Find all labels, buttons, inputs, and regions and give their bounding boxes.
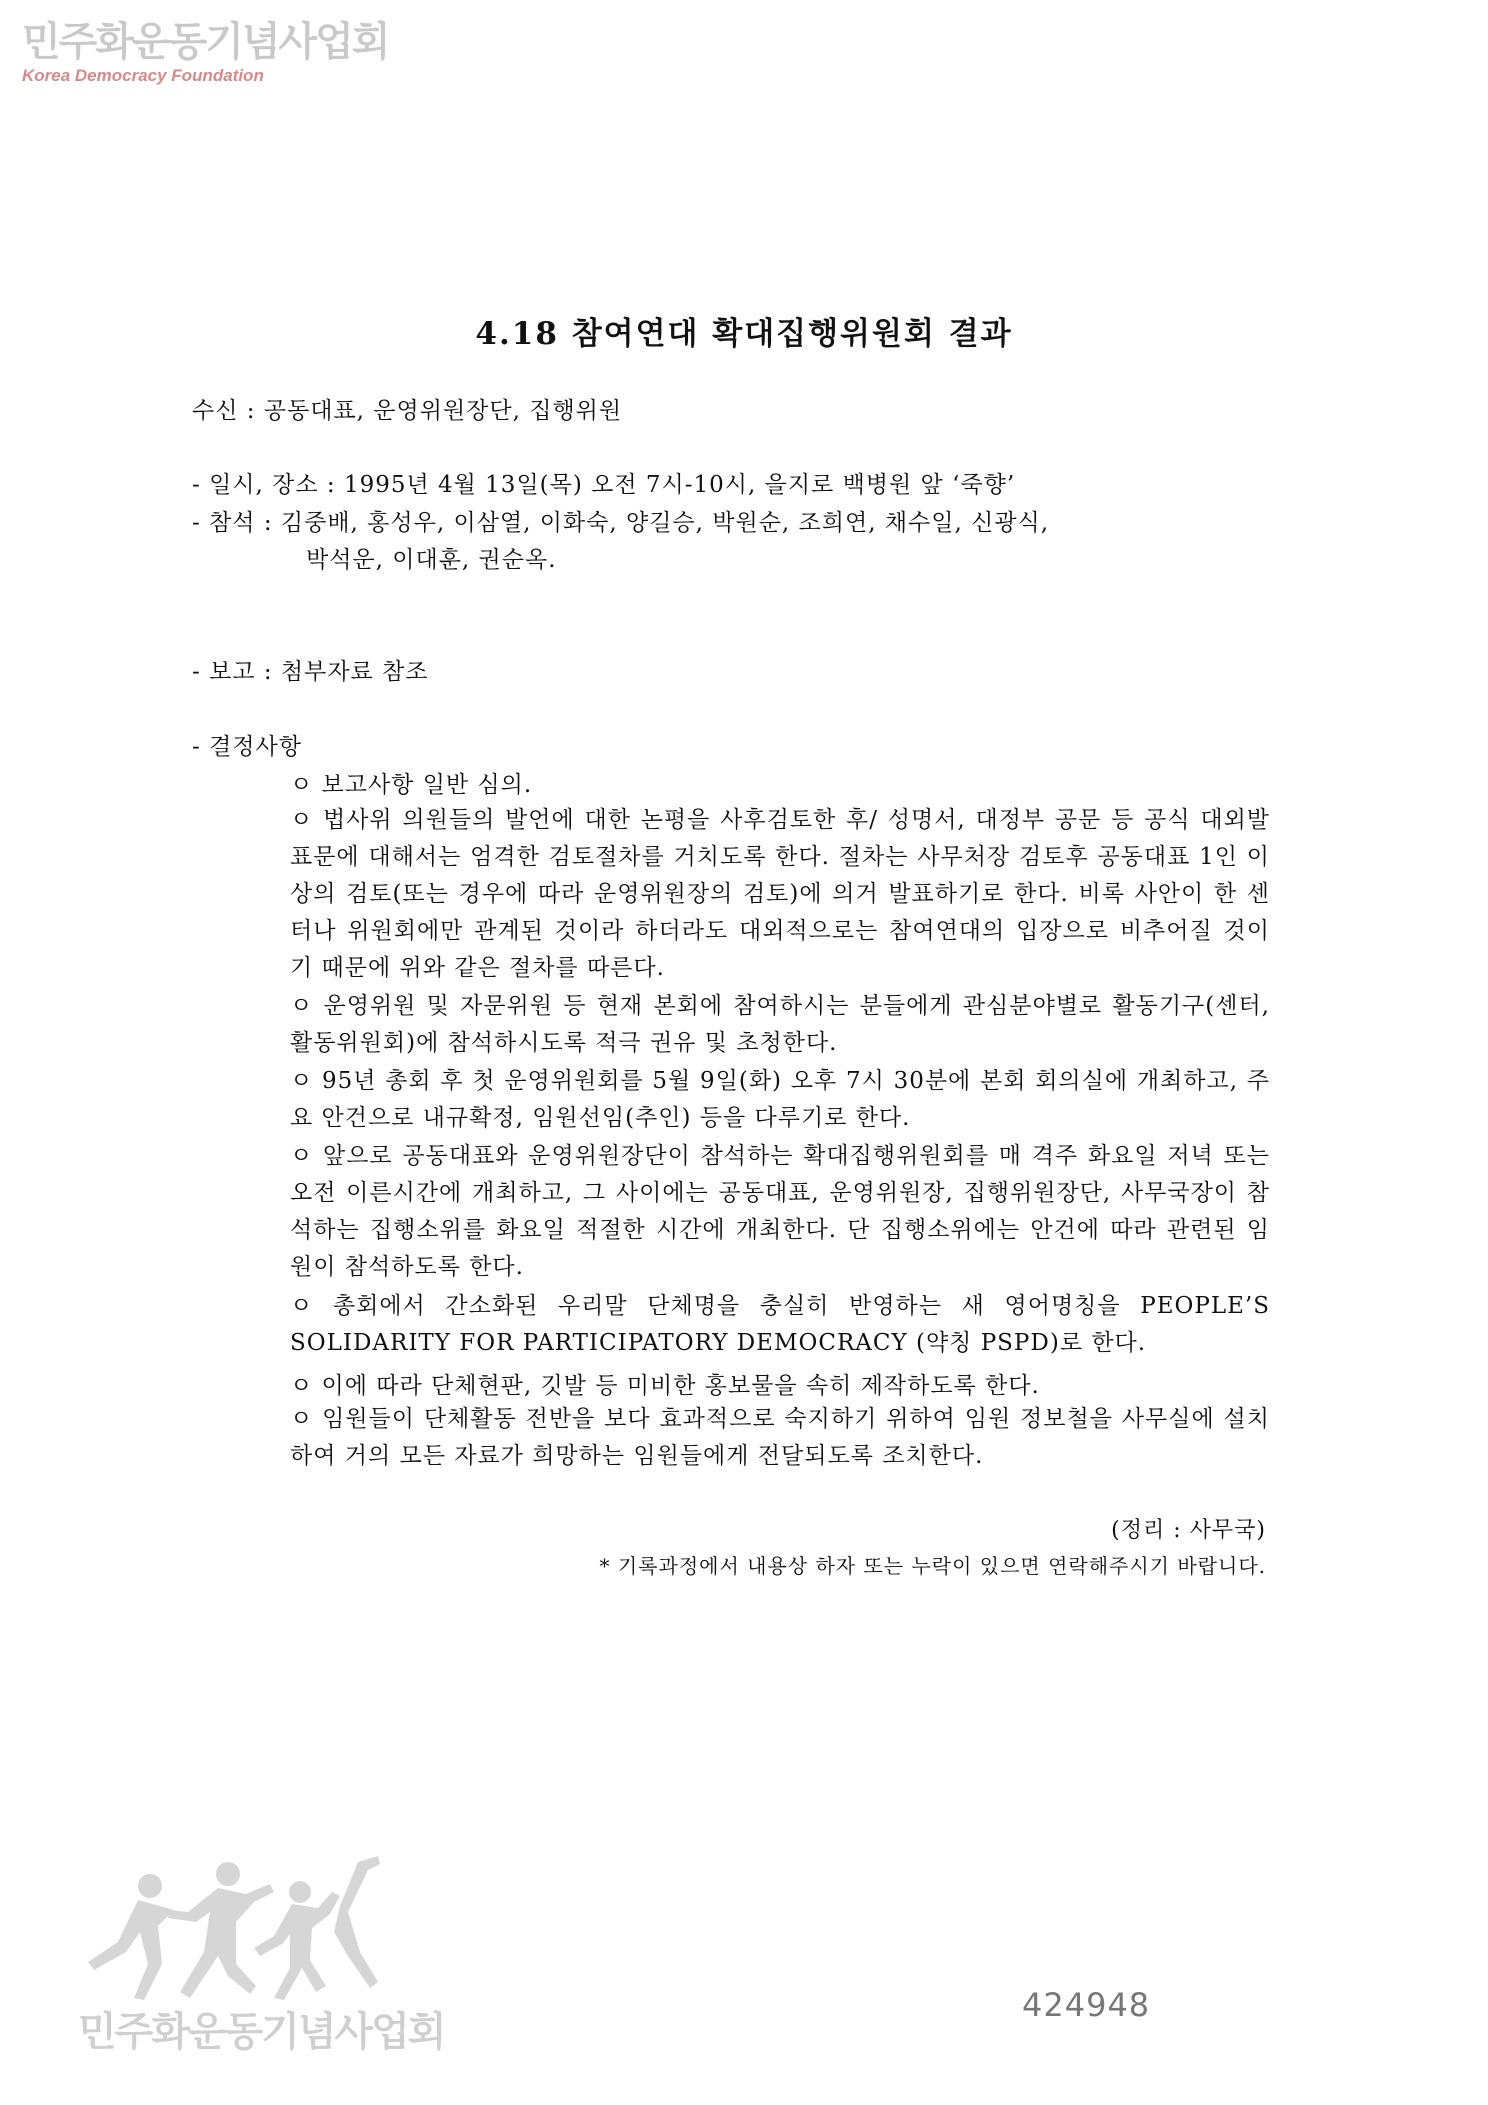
decision-item <box>184 1401 1270 1475</box>
decision-text: ㅇ 앞으로 공동대표와 운영위원장단이 참석하는 확대집행위원회를 매 격주 화요일 저녁 또는 오전 이른시간에 개최하고, 그 사이에는 공동대표, 운영위원장, 집행위원장단, 사무국장이 참석하는 집행소위를 화요일 적절한 시간에 개최한다. 단 집행소위에는 안건에 따라 관련된 임원이 참석하도록 한다. <box>290 1143 1270 1280</box>
decision-text: ㅇ 95년 총회 후 첫 운영위원회를 5월 9일(화) 오후 7시 30분에 본회 회의실에 개최하고, 주요 안건으로 내규확정, 임원선임(추인) 등을 다루기로 한다. <box>290 1068 1270 1131</box>
decision-text: ㅇ 법사위 의원들의 발언에 대한 논평을 사후검토한 후/ 성명서, 대정부 공문 등 공식 대외발표문에 대해서는 엄격한 검토절차를 거치도록 한다. 절차는 사무처장 검토후 공동대표 1인 이상의 검토(또는 경우에 따라 운영위원장의 검토)에 의거 발표하기로 한다. 비록 사안이 한 센터나 위원회에만 관계된 것이라 하더라도 대외적으로는 참여연대의 입장으로 비추어질 것이기 때문에 위와 같은 절차를 따른다. <box>290 807 1270 981</box>
footnote: * 기록과정에서 내용상 하자 또는 누락이 있으면 연락해주시기 바랍니다. <box>599 1554 1266 1578</box>
decision-text: ㅇ 임원들이 단체활동 전반을 보다 효과적으로 숙지하기 위하여 임원 정보철을 사무실에 설치하여 거의 모든 자료가 희망하는 임원들에게 전달되도록 조치한다. <box>290 1406 1270 1469</box>
decision-item <box>184 1138 1270 1286</box>
watermark-korean: 민주화운동기념사업회 <box>22 19 389 65</box>
watermark-bottom <box>78 1852 445 2055</box>
decision-item <box>184 1063 1270 1137</box>
decision-item: ㅇ 보고사항 일반 심의. <box>290 772 533 798</box>
decision-text: ㅇ 총회에서 간소화된 우리말 단체명을 충실히 반영하는 새 영어명칭을 PEOPLE’S SOLIDARITY FOR PARTICIPATORY DEMOCRACY (약칭 PSPD)로 한다. <box>290 1293 1270 1356</box>
dancers-logo-icon <box>78 1852 408 2002</box>
watermark-english: Korea Democracy Foundation <box>22 66 264 85</box>
schedule-line: - 일시, 장소 : 1995년 4월 13일(목) 오전 7시-10시, 을지로 백병원 앞 ‘죽향’ <box>192 472 1016 498</box>
document-title: 4.18 참여연대 확대집행위원회 결과 <box>475 316 1013 352</box>
recipient-line: 수신 : 공동대표, 운영위원장단, 집행위원 <box>192 398 623 424</box>
watermark-bottom-korean: 민주화운동기념사업회 <box>78 2009 445 2055</box>
decision-text: ㅇ 운영위원 및 자문위원 등 현재 본회에 참여하시는 분들에게 관심분야별로 활동기구(센터,활동위원회)에 참석하시도록 적극 권유 및 초청한다. <box>290 993 1270 1056</box>
decision-item <box>184 988 1270 1062</box>
document-number-stamp: 424948 <box>1022 1986 1151 2024</box>
organizer-note: (정리 : 사무국) <box>1111 1518 1266 1543</box>
decision-item: ㅇ 이에 따라 단체현판, 깃발 등 미비한 홍보물을 속히 제작하도록 한다. <box>290 1373 1040 1399</box>
attendees-line-1: - 참석 : 김중배, 홍성우, 이삼열, 이화숙, 양길승, 박원순, 조희연, 채수일, 신광식, <box>192 510 1050 536</box>
decisions-heading: - 결정사항 <box>192 734 302 760</box>
decision-item <box>184 802 1270 987</box>
decision-item <box>184 1288 1270 1362</box>
attendees-line-2: 박석운, 이대훈, 권순옥. <box>306 547 557 573</box>
watermark-top <box>22 20 388 86</box>
report-line: - 보고 : 첨부자료 참조 <box>192 659 429 685</box>
